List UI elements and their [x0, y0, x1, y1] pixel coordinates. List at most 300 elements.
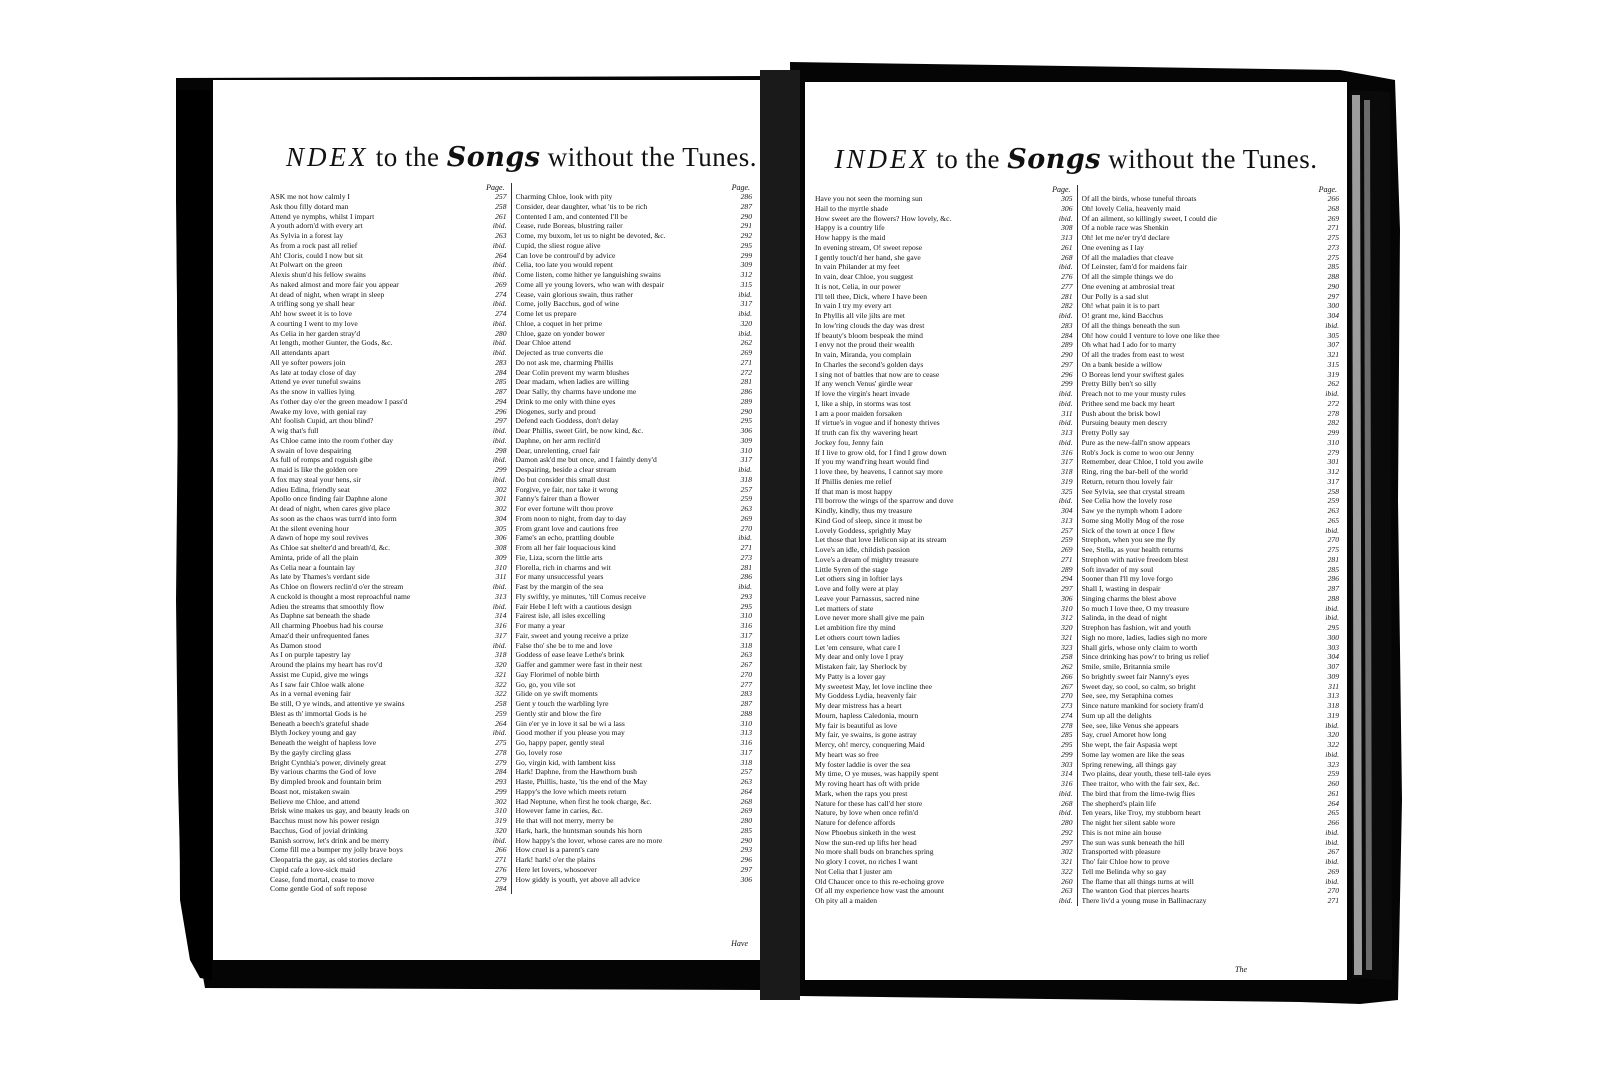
page-number: 295 [740, 240, 752, 250]
index-entry [1082, 769, 1340, 779]
page-number: ibid. [1325, 320, 1339, 330]
song-first-line: In vain, Miranda, you complain [815, 350, 912, 359]
page-number: 320 [495, 825, 507, 835]
page-number: 299 [1061, 379, 1073, 389]
page-number: 287 [495, 387, 507, 396]
page-number: 299 [1327, 428, 1339, 437]
song-first-line: One evening as I lay [1081, 242, 1144, 252]
page-number: 290 [1327, 281, 1339, 291]
page-number: 320 [495, 660, 507, 669]
index-entry [815, 555, 1073, 565]
song-first-line: Gently stir and blow the fire [515, 708, 602, 718]
page-number: 271 [1061, 554, 1073, 564]
song-first-line: Happy is a country life [815, 223, 885, 233]
page-number: 269 [1327, 213, 1339, 223]
page-number: 270 [1327, 535, 1339, 545]
song-first-line: The shepherd's plain life [1081, 798, 1157, 808]
index-entry [1082, 643, 1340, 653]
page-number: 283 [1061, 320, 1073, 330]
song-first-line: Of all the things beneath the sun [1081, 320, 1180, 330]
page-number: 266 [1327, 194, 1339, 203]
index-entry [815, 204, 1073, 214]
page-number: 321 [1061, 632, 1073, 642]
song-first-line: Strephon, when you see me fly [1081, 535, 1176, 545]
song-first-line: Cease, vain glorious swain, thus rather [515, 289, 633, 299]
song-first-line: Cease, rude Boreas, blustring railer [515, 221, 623, 231]
index-entry [270, 426, 507, 436]
page-column-label: Page. [1052, 185, 1071, 194]
index-entry [1082, 799, 1340, 809]
index-entry [516, 875, 753, 885]
page-number: 281 [1327, 554, 1339, 564]
song-first-line: As I saw fair Chloe walk alone [270, 679, 365, 689]
song-first-line: Lovely Goddess, sprightly May [815, 525, 912, 535]
song-first-line: For many unsuccessful years [515, 572, 604, 582]
page-number: 274 [495, 289, 507, 299]
index-entry [815, 760, 1073, 770]
page-number: ibid. [1058, 437, 1073, 447]
index-entry [516, 621, 753, 631]
page-number: 319 [1061, 476, 1073, 486]
index-entry [516, 260, 753, 270]
index-entry [516, 446, 753, 456]
page-number: ibid. [492, 221, 507, 231]
song-first-line: The flame that all things turns at will [1081, 876, 1194, 886]
page-number: ibid. [1325, 389, 1339, 398]
page-number: 320 [740, 318, 752, 328]
song-first-line: Mercy, oh! mercy, conquering Maid [815, 740, 925, 749]
song-first-line: Shall I, wasting in despair [1081, 584, 1161, 593]
index-entry [270, 202, 507, 212]
index-entry [1082, 253, 1340, 263]
index-entry [516, 582, 753, 592]
song-first-line: I'll tell thee, Dick, where I have been [815, 291, 928, 301]
page-number: 296 [495, 406, 507, 416]
index-entry [516, 865, 753, 875]
page-number: 283 [740, 689, 752, 699]
song-first-line: Ask thou filly dotard man [270, 201, 349, 211]
index-entry [270, 407, 507, 417]
song-first-line: Oh! what pain it is to part [1081, 301, 1160, 311]
song-first-line: All ye softer powers join [270, 357, 346, 367]
page-number: 291 [740, 221, 752, 231]
page-number: ibid. [1058, 496, 1073, 506]
index-entry [516, 797, 753, 807]
song-first-line: Charming Chloe, look with pity [515, 192, 613, 201]
index-entry [270, 309, 507, 319]
page-number: 284 [1061, 330, 1073, 340]
song-first-line: My dear and only love I pray [815, 652, 904, 662]
index-entry [815, 721, 1073, 731]
song-first-line: Bright Cynthia's power, divinely great [270, 757, 387, 767]
page-number: 275 [1327, 545, 1339, 554]
song-first-line: Pretty Polly say [1081, 428, 1130, 437]
index-entry [516, 329, 753, 339]
song-first-line: Not Celia that I juster am [815, 866, 892, 876]
index-entry [270, 641, 507, 651]
song-first-line: Oh pity all a maiden [815, 896, 877, 905]
page-number: ibid. [492, 260, 507, 270]
song-first-line: Dear Colin prevent my warm blushes [515, 367, 630, 377]
page-number: 300 [1327, 301, 1339, 311]
page-number: ibid. [1325, 720, 1339, 730]
index-entry [516, 338, 753, 348]
index-entry [516, 221, 753, 231]
index-entry [1082, 750, 1340, 760]
song-first-line: Sick of the town at once I flew [1081, 525, 1175, 535]
song-first-line: Dejected as true converts die [515, 348, 604, 357]
page-number: 277 [740, 679, 752, 689]
page-number: 271 [495, 855, 507, 864]
page-number: 269 [740, 806, 752, 816]
page-number: ibid. [492, 455, 507, 465]
index-entry [270, 738, 507, 748]
index-entry [1082, 389, 1340, 399]
index-entry [270, 845, 507, 855]
index-entry [270, 329, 507, 339]
index-entry [815, 799, 1073, 809]
song-first-line: For ever fortune wilt thou prove [515, 504, 614, 513]
index-entry [1082, 370, 1340, 380]
index-entry [516, 212, 753, 222]
index-entry [1082, 282, 1340, 292]
page-number: 302 [495, 796, 507, 806]
index-entry [1082, 438, 1340, 448]
index-entry [1082, 672, 1340, 682]
index-entry [516, 202, 753, 212]
page-number: 263 [740, 650, 752, 660]
page-number: 318 [740, 640, 752, 650]
page-number: 286 [1327, 574, 1339, 584]
page-number: 303 [1061, 759, 1073, 769]
index-entry [516, 270, 753, 280]
page-number: 299 [740, 250, 752, 260]
song-first-line: The sun was sunk beneath the hill [1081, 837, 1185, 847]
page-number: 289 [740, 396, 752, 406]
page-number: 285 [1061, 730, 1073, 740]
song-first-line: Fly swiftly, ye minutes, 'till Comus receive [515, 591, 646, 601]
index-entry [270, 319, 507, 329]
page-number: ibid. [738, 465, 752, 474]
index-entry [815, 467, 1073, 477]
index-entry [516, 319, 753, 329]
song-first-line: However fame in caries, &c. [515, 806, 603, 816]
song-first-line: Tho' fair Chloe how to prove [1081, 857, 1170, 866]
page-number: 270 [1327, 886, 1339, 896]
index-entry [1082, 779, 1340, 789]
song-first-line: Of all the maladies that cleave [1081, 252, 1174, 262]
song-first-line: See Celia how the lovely rose [1081, 496, 1172, 506]
page-number: 315 [740, 279, 752, 289]
song-first-line: Be still, O ye winds, and attentive ye swains [270, 699, 405, 708]
song-first-line: Consider, dear daughter, what 'tis to be rich [515, 201, 648, 211]
index-entry [516, 524, 753, 534]
page-number: 269 [740, 348, 752, 357]
page-number: 311 [1061, 408, 1073, 418]
index-entry [1082, 301, 1340, 311]
page-number: 310 [1327, 437, 1339, 447]
song-first-line: Let ambition fire thy mind [815, 623, 896, 632]
song-first-line: O Boreas lend your swiftest gales [1081, 369, 1184, 379]
song-first-line: Pure as the new-fall'n snow appears [1081, 437, 1191, 447]
index-entry [815, 418, 1073, 428]
page-number: 279 [1327, 447, 1339, 457]
song-first-line: I am a poor maiden forsaken [815, 408, 903, 418]
index-entry [1082, 555, 1340, 565]
index-entry [270, 485, 507, 495]
song-first-line: Let matters of state [815, 603, 874, 613]
song-first-line: A youth adorn'd with every art [270, 221, 363, 231]
song-first-line: As in a vernal evening fair [270, 689, 351, 699]
index-entry [1082, 789, 1340, 799]
page-number: 289 [1061, 564, 1073, 574]
index-entry [1082, 711, 1340, 721]
page-number: ibid. [1325, 749, 1339, 759]
song-first-line: Mourn, hapless Caledonia, mourn [815, 710, 919, 720]
index-entry [1082, 399, 1340, 409]
page-number: 317 [1327, 476, 1339, 486]
song-first-line: One evening at ambrosial treat [1081, 281, 1175, 291]
page-number: 297 [1327, 291, 1339, 301]
page-number: ibid. [1325, 603, 1339, 613]
song-first-line: Can love be controul'd by advice [515, 250, 616, 260]
index-entry [815, 545, 1073, 555]
page-number: 265 [1327, 808, 1339, 818]
song-first-line: If beauty's bloom bespeak the mind [815, 330, 923, 340]
page-number: 268 [740, 796, 752, 806]
page-number: ibid. [492, 582, 507, 591]
song-first-line: Jockey fou, Jenny fain [815, 437, 884, 447]
page-number: 259 [495, 708, 507, 718]
index-entry [516, 709, 753, 719]
page-number: 318 [495, 650, 507, 660]
page-number: 318 [1327, 701, 1339, 710]
page-number: 269 [1327, 866, 1339, 876]
index-entry [516, 836, 753, 846]
index-entry [270, 338, 507, 348]
song-first-line: Love's a dream of mighty treasure [815, 554, 919, 564]
index-entry [815, 701, 1073, 711]
song-first-line: My heart was so free [815, 749, 879, 759]
index-entry [516, 309, 753, 319]
index-entry [815, 516, 1073, 526]
page-number: 279 [495, 757, 507, 767]
page-number: ibid. [492, 240, 507, 250]
song-first-line: As t'other day o'er the green meadow I pass'd [270, 396, 408, 406]
page-number: ibid. [1058, 389, 1073, 398]
index-entry [270, 689, 507, 699]
song-first-line: Pretty Billy ben't so silly [1081, 379, 1157, 389]
song-first-line: Shall girls, whose only claim to worth [1081, 642, 1198, 652]
page-number: 280 [1061, 818, 1073, 827]
song-first-line: Cupid cafe a love-sick maid [270, 864, 356, 874]
song-first-line: Since nature mankind for society fram'd [1081, 701, 1204, 710]
index-entry [815, 311, 1073, 321]
song-first-line: So much I love thee, O my treasure [1081, 603, 1190, 613]
page-number: 257 [495, 192, 507, 201]
heading-to-the: to the [375, 142, 440, 172]
page-number: 258 [1327, 486, 1339, 496]
page-number: 258 [1061, 652, 1073, 662]
page-number: 309 [1327, 671, 1339, 681]
page-number: 319 [1327, 710, 1339, 720]
index-entry [270, 475, 507, 485]
page-number: 282 [1061, 301, 1073, 311]
page-number: 319 [1327, 369, 1339, 379]
song-first-line: It is not, Celia, in our power [815, 281, 901, 291]
page-number: 275 [1327, 233, 1339, 242]
song-first-line: Aminta, pride of all the plain [270, 552, 359, 562]
song-first-line: Let others sing in loftier lays [815, 574, 903, 584]
page-number: ibid. [1325, 857, 1339, 866]
song-first-line: There liv'd a young muse in Ballinacrazy [1081, 896, 1207, 905]
page-number: 316 [1061, 447, 1073, 457]
page-number: 259 [740, 494, 752, 504]
song-first-line: Preach not to me your musty rules [1081, 389, 1186, 398]
page-number: 316 [740, 621, 752, 630]
song-first-line: My foster laddie is over the sea [815, 759, 911, 769]
song-first-line: Return, return thou lovely fair [1081, 476, 1173, 486]
index-entry [1082, 838, 1340, 848]
song-first-line: Here let lovers, whosoever [515, 864, 597, 874]
song-first-line: From grant love and cautions free [515, 523, 619, 533]
index-entry [516, 592, 753, 602]
page-number: 259 [1327, 496, 1339, 506]
song-first-line: Remember, dear Chloe, I told you awile [1081, 457, 1204, 467]
page-number: 313 [1061, 233, 1073, 242]
page-number: 320 [1061, 623, 1073, 632]
song-first-line: Forgive, ye fair, nor take it wrong [515, 484, 618, 494]
page-number: 283 [495, 357, 507, 367]
song-first-line: Banish sorrow, let's drink and be merry [270, 835, 390, 845]
song-first-line: Soft invader of my soul [1081, 564, 1154, 574]
song-first-line: Spring renewing, all things gay [1081, 759, 1177, 769]
song-first-line: As Celia near a fountain lay [270, 562, 355, 572]
page-number: 310 [1061, 603, 1073, 613]
page-number: 285 [495, 377, 507, 387]
index-entry [815, 838, 1073, 848]
song-first-line: Go, go, you vile sot [515, 679, 576, 689]
page-number: 265 [1327, 515, 1339, 525]
index-entry [270, 553, 507, 563]
index-entry [270, 767, 507, 777]
page-number: 267 [1327, 847, 1339, 857]
page-number: 302 [495, 484, 507, 494]
page-number: 317 [495, 630, 507, 640]
song-first-line: Bacchus, God of jovial drinking [270, 825, 368, 835]
left-index-columns [266, 183, 756, 894]
page-number: 306 [1061, 203, 1073, 213]
index-entry [516, 241, 753, 251]
page-number: 260 [1327, 779, 1339, 788]
index-entry [516, 806, 753, 816]
song-first-line: Strephon with native freedom blest [1081, 554, 1189, 564]
song-first-line: In low'ring clouds the day was drest [815, 320, 925, 330]
page-number: 293 [495, 777, 507, 786]
index-entry [1082, 896, 1340, 906]
song-first-line: As Sylvia in a forest lay [270, 231, 344, 240]
index-entry [270, 699, 507, 709]
song-first-line: False tho' she be to me and love [515, 640, 613, 650]
index-entry [815, 896, 1073, 906]
index-entry [270, 221, 507, 231]
song-first-line: A swain of love despairing [270, 445, 352, 455]
song-first-line: Gin e'er ye in love it sal be wi a lass [515, 718, 625, 728]
page-number: 307 [1327, 340, 1339, 350]
song-first-line: Ah! how sweet it is to love [270, 309, 352, 318]
gutter-shadow [760, 70, 800, 1000]
page-number: 290 [740, 835, 752, 845]
page-number: 292 [1061, 827, 1073, 837]
index-entry [270, 212, 507, 222]
index-entry [516, 299, 753, 309]
song-first-line: Gay Florimel of noble birth [515, 669, 600, 679]
song-first-line: Believe me Chloe, and attend [270, 796, 360, 806]
index-entry [516, 758, 753, 768]
index-entry [1082, 877, 1340, 887]
page-number: 286 [740, 572, 752, 582]
song-first-line: Two plains, dear youth, these tell-tale eyes [1081, 769, 1211, 779]
index-entry [815, 682, 1073, 692]
song-first-line: Damon ask'd me but once, and I faintly deny'd [515, 455, 657, 465]
song-first-line: Dear madam, when ladies are willing [515, 377, 629, 387]
index-entry [1082, 857, 1340, 867]
page-number: 312 [740, 270, 752, 279]
page-number: 320 [1327, 730, 1339, 740]
index-entry [270, 816, 507, 826]
index-entry [516, 455, 753, 465]
index-entry [516, 494, 753, 504]
song-first-line: Come all ye young lovers, who wan with despair [515, 279, 665, 289]
song-first-line: Pursuing beauty men descry [1081, 418, 1168, 428]
song-first-line: Go, virgin kid, with lambent kiss [515, 757, 616, 767]
page-number: 279 [495, 874, 507, 884]
page-number: 264 [740, 786, 752, 796]
index-entry [815, 565, 1073, 575]
page-number: 308 [495, 543, 507, 552]
page-number: 295 [740, 416, 752, 426]
page-number: 274 [495, 309, 507, 318]
index-entry [815, 448, 1073, 458]
page-number: 313 [740, 728, 752, 738]
song-first-line: Amaz'd their unfrequented fanes [270, 630, 369, 640]
page-number: 317 [740, 747, 752, 757]
page-number: 271 [1327, 896, 1339, 905]
index-entry [815, 301, 1073, 311]
index-entry [516, 689, 753, 699]
index-entry [815, 214, 1073, 224]
song-first-line: Happy's the love which meets return [515, 786, 627, 796]
index-entry [516, 845, 753, 855]
page-number: 267 [1061, 681, 1073, 691]
page-number: 307 [1327, 662, 1339, 671]
page-number: ibid. [1325, 525, 1339, 535]
index-entry [270, 251, 507, 261]
index-entry [1082, 331, 1340, 341]
page-number: 288 [740, 708, 752, 718]
index-entry [516, 777, 753, 787]
song-first-line: So brightly sweet fair Nanny's eyes [1081, 671, 1189, 681]
index-entry [815, 487, 1073, 497]
song-first-line: Boast not, mistaken swain [270, 786, 350, 796]
song-first-line: Come, my buxom, let us to night be devoted, &c. [515, 231, 666, 240]
page-number: 276 [1061, 272, 1073, 281]
page-number: ibid. [1325, 837, 1339, 847]
index-entry [1082, 760, 1340, 770]
page-number: 271 [1327, 223, 1339, 233]
page-number: 278 [1327, 408, 1339, 418]
song-first-line: From noon to night, from day to day [515, 513, 627, 523]
